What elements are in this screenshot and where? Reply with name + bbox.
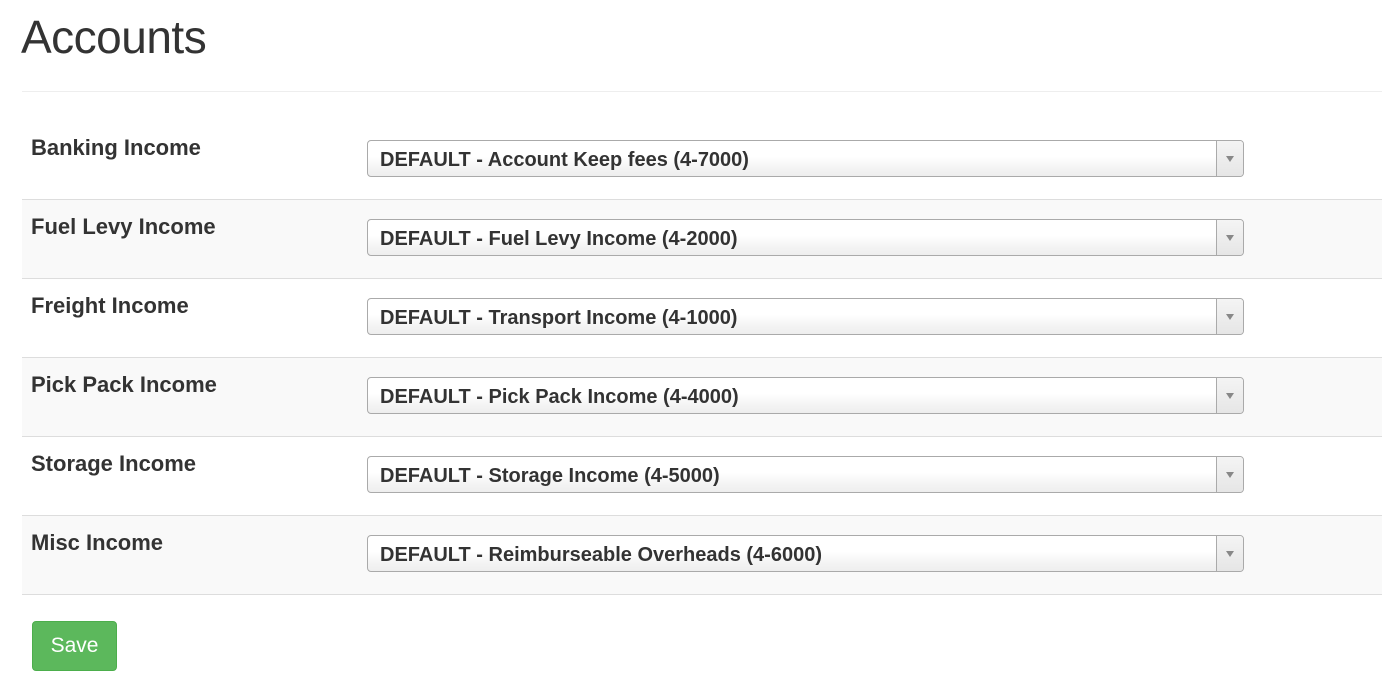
save-button[interactable]: Save — [32, 621, 117, 671]
account-select[interactable] — [367, 377, 1244, 414]
account-select-value: DEFAULT - Account Keep fees (4-7000) — [380, 149, 749, 171]
row-label: Banking Income — [31, 135, 201, 160]
row-label: Misc Income — [31, 530, 164, 555]
row-label: Freight Income — [31, 293, 189, 318]
title-divider — [22, 91, 1382, 92]
account-select-value: DEFAULT - Transport Income (4-1000) — [380, 307, 738, 329]
account-select[interactable] — [367, 456, 1244, 493]
account-row-freight-income — [22, 279, 1382, 358]
account-row-banking-income — [22, 121, 1382, 200]
account-select-value: DEFAULT - Fuel Levy Income (4-2000) — [380, 228, 738, 250]
account-select-value: DEFAULT - Storage Income (4-5000) — [380, 465, 720, 487]
account-row-misc-income — [22, 516, 1382, 595]
account-select[interactable] — [367, 535, 1244, 572]
row-label: Pick Pack Income — [31, 372, 217, 397]
chevron-down-icon[interactable] — [1216, 220, 1243, 255]
chevron-down-icon[interactable] — [1216, 536, 1243, 571]
account-select-value: DEFAULT - Reimburseable Overheads (4-6000) — [380, 544, 822, 566]
account-row-storage-income — [22, 437, 1382, 516]
chevron-down-icon[interactable] — [1216, 378, 1243, 413]
account-select[interactable] — [367, 298, 1244, 335]
row-label: Fuel Levy Income — [31, 214, 216, 239]
chevron-down-icon[interactable] — [1216, 299, 1243, 334]
page-title: Accounts — [21, 11, 207, 63]
account-select[interactable] — [367, 140, 1244, 177]
chevron-down-icon[interactable] — [1216, 141, 1243, 176]
accounts-table — [22, 121, 1382, 595]
account-select-value: DEFAULT - Pick Pack Income (4-4000) — [380, 386, 739, 408]
account-row-fuel-levy-income — [22, 200, 1382, 279]
row-label: Storage Income — [31, 451, 197, 476]
chevron-down-icon[interactable] — [1216, 457, 1243, 492]
account-select[interactable] — [367, 219, 1244, 256]
account-row-pick-pack-income — [22, 358, 1382, 437]
